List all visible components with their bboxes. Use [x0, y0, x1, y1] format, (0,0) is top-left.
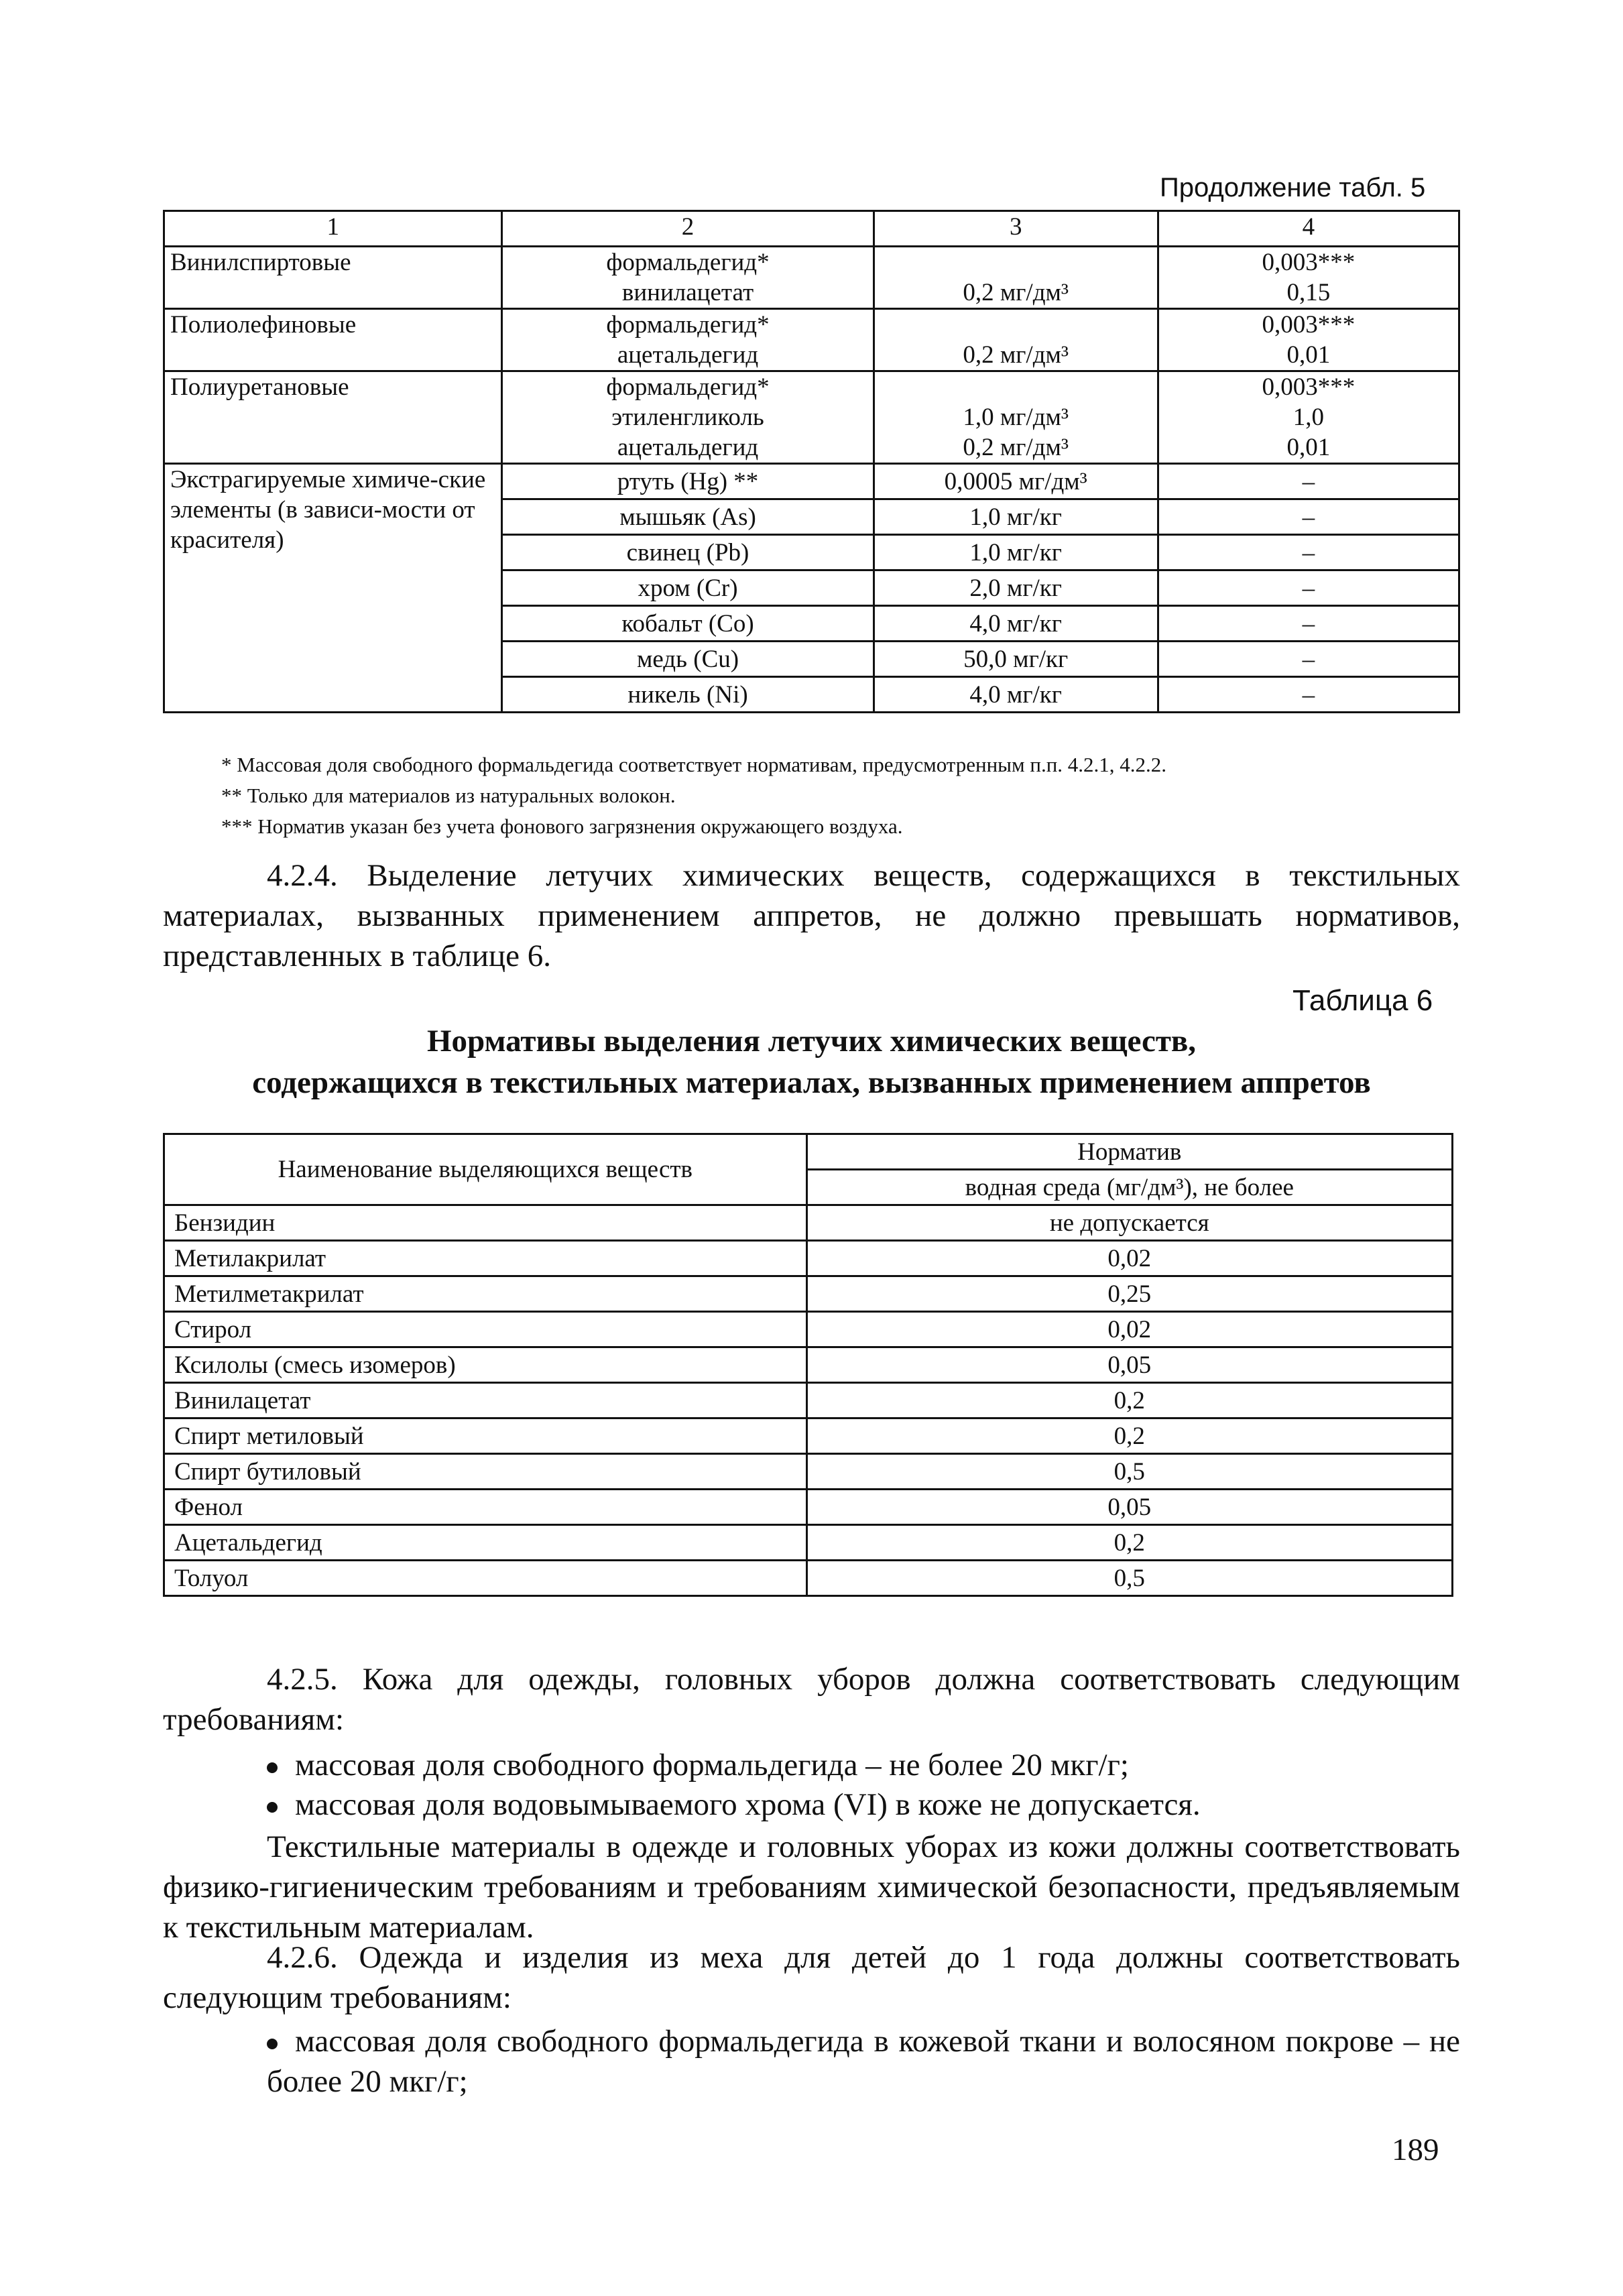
table-row	[164, 247, 1459, 309]
bullet-icon	[267, 1762, 278, 1773]
header-cell: 3	[874, 211, 1158, 247]
value-cell: 0,5	[806, 1561, 1452, 1596]
cell-line: 0,01	[1286, 434, 1331, 461]
table-row	[164, 1276, 1453, 1312]
name-cell: Спирт бутиловый	[164, 1454, 807, 1490]
table-row	[164, 1418, 1453, 1454]
table-row	[164, 309, 1459, 371]
cell-line: 0,003***	[1262, 249, 1356, 276]
value-cell: не допускается	[806, 1205, 1452, 1241]
norm3-cell	[874, 371, 1158, 464]
name-cell: Метилметакрилат	[164, 1276, 807, 1312]
cell-line: 0,003***	[1262, 311, 1356, 339]
norm4-cell	[1158, 309, 1459, 371]
norm4-cell: –	[1158, 677, 1459, 713]
substances-cell	[502, 247, 874, 309]
norm4-cell	[1158, 371, 1459, 464]
group-cell: Полиуретановые	[164, 371, 502, 464]
table-row	[164, 1490, 1453, 1525]
bullet-item	[267, 1785, 1460, 1825]
bullet-text: массовая доля свободного формальдегида – не более 20 мкг/г;	[295, 1748, 1129, 1783]
substance-cell: никель (Ni)	[502, 677, 874, 713]
value-cell: 0,2	[806, 1525, 1452, 1561]
name-cell: Винилацетат	[164, 1383, 807, 1418]
bullet-text: массовая доля свободного формальдегида в кожевой ткани и волосяном покрове – не более 20 мкг/г;	[267, 2024, 1460, 2099]
norm4-cell: –	[1158, 570, 1459, 606]
header-cell: 1	[164, 211, 502, 247]
table-6	[163, 1133, 1453, 1597]
name-cell: Ксилолы (смесь изомеров)	[164, 1347, 807, 1383]
cell-line: формальдегид*	[606, 249, 770, 276]
value-cell: 0,05	[806, 1347, 1452, 1383]
table-row	[164, 1561, 1453, 1596]
cell-line: 0,003***	[1262, 373, 1356, 401]
cell-line: 1,0	[1293, 404, 1324, 431]
group-cell: Винилспиртовые	[164, 247, 502, 309]
bullet-item	[267, 2021, 1460, 2102]
value-cell: 0,05	[806, 1490, 1452, 1525]
name-cell: Спирт метиловый	[164, 1418, 807, 1454]
table-row	[164, 1383, 1453, 1418]
table-header-row	[164, 1134, 1453, 1170]
value-cell: 0,2	[806, 1383, 1452, 1418]
norm4-cell: –	[1158, 535, 1459, 570]
name-cell: Бензидин	[164, 1205, 807, 1241]
bullet-item	[267, 1745, 1460, 1785]
table-header-row	[164, 211, 1459, 247]
cell-line	[880, 310, 1152, 340]
substance-cell: мышьяк (As)	[502, 499, 874, 535]
table-row	[164, 1205, 1453, 1241]
norm4-cell: –	[1158, 464, 1459, 499]
value-cell: 0,5	[806, 1454, 1452, 1490]
norm3-cell: 1,0 мг/кг	[874, 535, 1158, 570]
cell-line: ацетальдегид	[617, 434, 759, 461]
header-cell: водная среда (мг/дм³), не более	[806, 1170, 1452, 1205]
name-cell: Фенол	[164, 1490, 807, 1525]
cell-line	[880, 247, 1152, 278]
table6-title-line: Нормативы выделения летучих химических веществ,	[426, 1024, 1197, 1059]
table-row	[164, 464, 1459, 499]
paragraph-textile: Текстильные материалы в одежде и головных уборах из кожи должны соответствовать физико-гигиеническим требованиям и требованиям химической безопасности, предъявляемым к текстильным материалам.	[163, 1829, 1460, 1945]
norm3-cell	[874, 309, 1158, 371]
group-cell: Экстрагируемые химиче-ские элементы (в зависи-мости от красителя)	[164, 464, 502, 713]
table-row	[164, 1347, 1453, 1383]
substance-cell: кобальт (Co)	[502, 606, 874, 642]
substance-cell: ртуть (Hg) **	[502, 464, 874, 499]
table-row	[164, 1525, 1453, 1561]
table-row	[164, 1454, 1453, 1490]
paragraph-4-2-4: 4.2.4. Выделение летучих химических веществ, содержащихся в текстильных материалах, вызванных применением аппретов, не должно превышать нормативов, представленных в таблице 6.	[163, 858, 1460, 973]
name-cell: Ацетальдегид	[164, 1525, 807, 1561]
substances-cell	[502, 309, 874, 371]
header-cell: 2	[502, 211, 874, 247]
cell-line: 0,2 мг/дм³	[963, 341, 1069, 369]
cell-line: этиленгликоль	[611, 404, 764, 431]
paragraph-4-2-6: 4.2.6. Одежда и изделия из меха для детей до 1 года должны соответствовать следующим требованиям:	[163, 1940, 1460, 2015]
substances-cell	[502, 371, 874, 464]
cell-line: 0,01	[1286, 341, 1331, 369]
norm3-cell: 50,0 мг/кг	[874, 642, 1158, 677]
bullet-text: массовая доля водовымываемого хрома (VI) в коже не допускается.	[295, 1787, 1201, 1822]
cell-line: ацетальдегид	[617, 341, 759, 369]
substance-cell: медь (Cu)	[502, 642, 874, 677]
cell-line: 0,2 мг/дм³	[963, 434, 1069, 461]
value-cell: 0,25	[806, 1276, 1452, 1312]
bullet-icon	[267, 2039, 278, 2049]
norm3-cell: 4,0 мг/кг	[874, 677, 1158, 713]
norm4-cell: –	[1158, 499, 1459, 535]
table-5	[163, 210, 1460, 713]
table5-continuation-label: Продолжение табл. 5	[1160, 173, 1426, 202]
value-cell: 0,02	[806, 1241, 1452, 1276]
paragraph-4-2-5: 4.2.5. Кожа для одежды, головных уборов должна соответствовать следующим требованиям:	[163, 1662, 1460, 1737]
group-cell: Полиолефиновые	[164, 309, 502, 371]
norm4-cell: –	[1158, 642, 1459, 677]
norm3-cell: 1,0 мг/кг	[874, 499, 1158, 535]
table-row	[164, 371, 1459, 464]
name-cell: Толуол	[164, 1561, 807, 1596]
cell-line: формальдегид*	[606, 373, 770, 401]
header-cell: 4	[1158, 211, 1459, 247]
name-cell: Стирол	[164, 1312, 807, 1347]
table6-title-line: содержащихся в текстильных материалах, вызванных применением аппретов	[252, 1065, 1371, 1100]
cell-line: 0,2 мг/дм³	[963, 279, 1069, 306]
header-cell: Норматив	[806, 1134, 1452, 1170]
norm3-cell: 4,0 мг/кг	[874, 606, 1158, 642]
norm3-cell: 2,0 мг/кг	[874, 570, 1158, 606]
page-number: 189	[1392, 2132, 1439, 2167]
norm4-cell: –	[1158, 606, 1459, 642]
footnote: *** Норматив указан без учета фонового загрязнения окружающего воздуха.	[221, 814, 903, 838]
cell-line: 0,15	[1286, 279, 1331, 306]
name-cell: Метилакрилат	[164, 1241, 807, 1276]
cell-line: формальдегид*	[606, 311, 770, 339]
norm4-cell	[1158, 247, 1459, 309]
table6-label: Таблица 6	[1293, 984, 1433, 1017]
value-cell: 0,02	[806, 1312, 1452, 1347]
header-cell: Наименование выделяющихся веществ	[164, 1134, 807, 1205]
norm3-cell: 0,0005 мг/дм³	[874, 464, 1158, 499]
cell-line: винилацетат	[621, 279, 754, 306]
footnote: ** Только для материалов из натуральных волокон.	[221, 784, 676, 807]
substance-cell: хром (Cr)	[502, 570, 874, 606]
value-cell: 0,2	[806, 1418, 1452, 1454]
bullet-icon	[267, 1802, 278, 1813]
footnote: * Массовая доля свободного формальдегида соответствует нормативам, предусмотренным п.п. 4.2.1, 4.2.2.	[221, 753, 1167, 776]
table5-footnotes	[221, 749, 1166, 842]
substance-cell: свинец (Pb)	[502, 535, 874, 570]
table-row	[164, 1312, 1453, 1347]
cell-line	[880, 372, 1152, 402]
table6-title	[163, 1020, 1460, 1103]
table-row	[164, 1241, 1453, 1276]
norm3-cell	[874, 247, 1158, 309]
cell-line: 1,0 мг/дм³	[963, 404, 1069, 431]
